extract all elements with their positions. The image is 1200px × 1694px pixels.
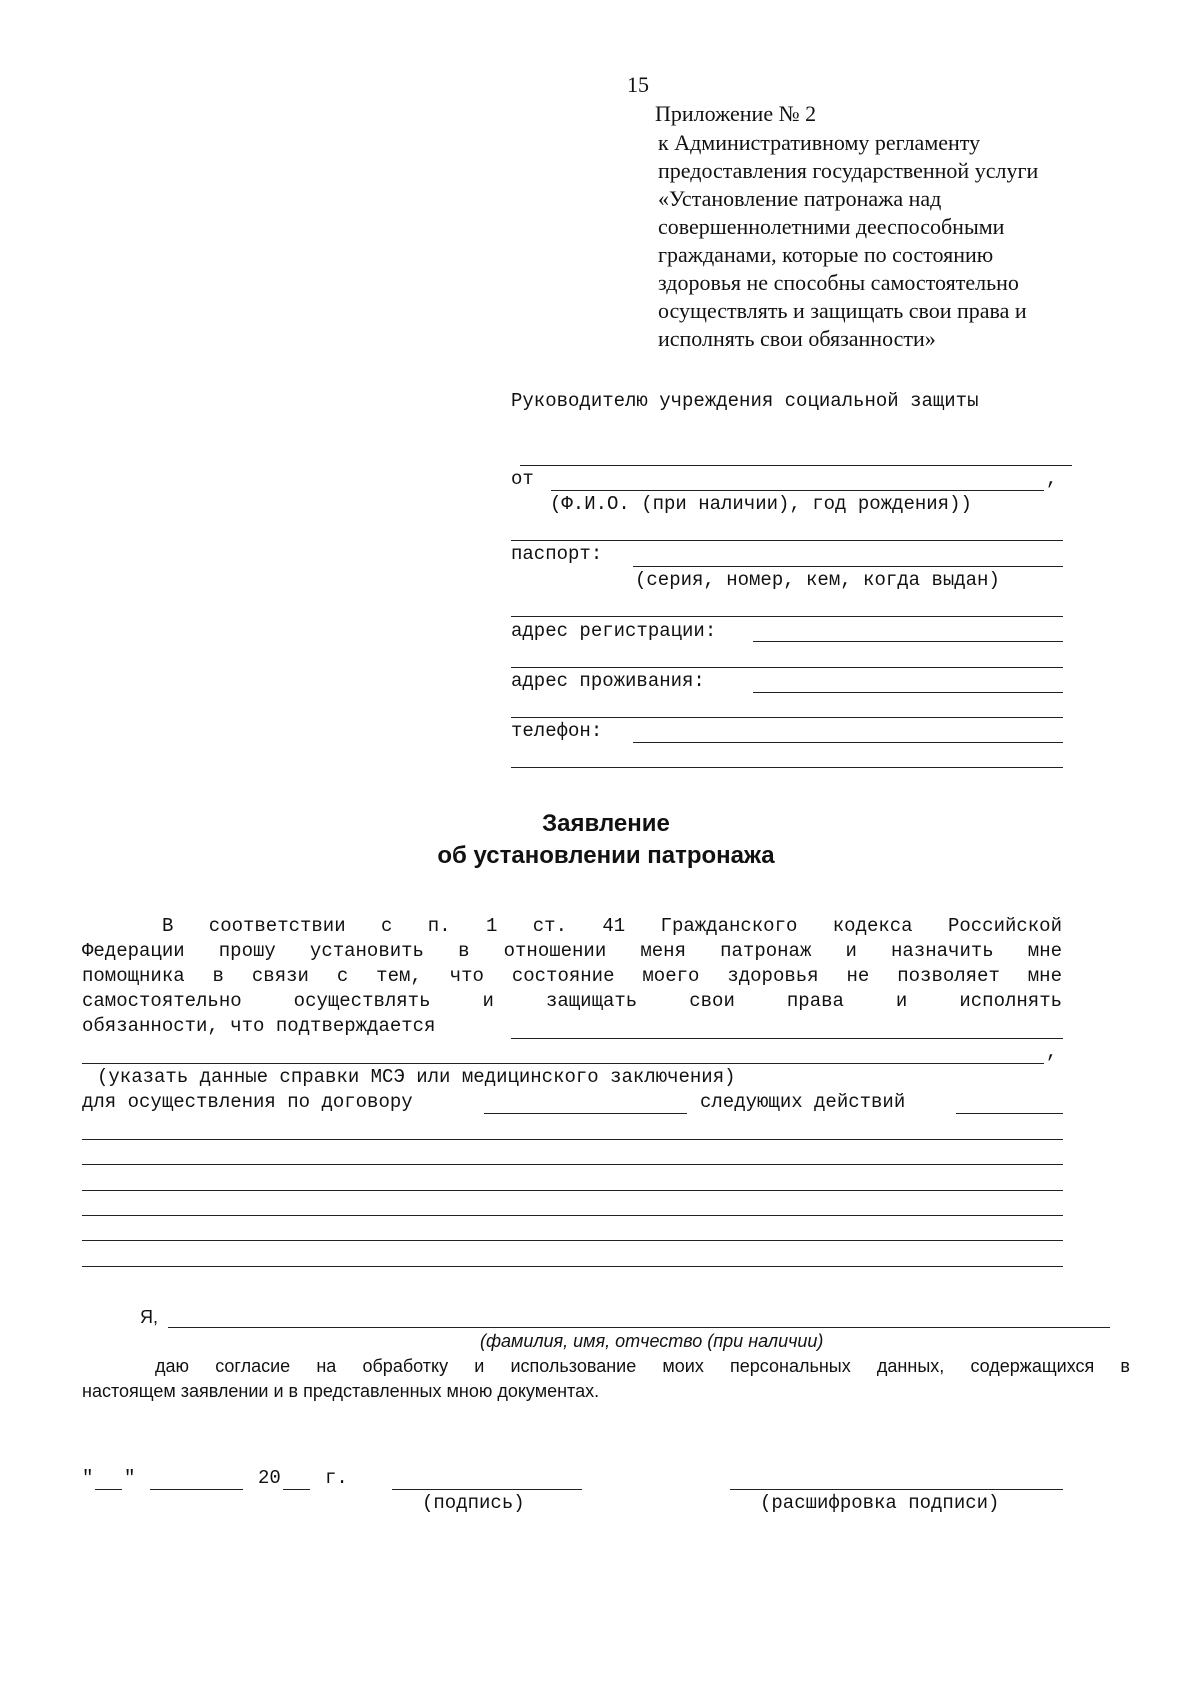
phone-field[interactable] xyxy=(633,742,1063,743)
date-quote-close: " xyxy=(124,1467,136,1489)
appendix-line: «Установление патронажа над xyxy=(658,186,942,211)
appendix-line: Приложение № 2 xyxy=(655,101,817,126)
date-month-field[interactable] xyxy=(150,1489,243,1490)
date-day-field[interactable] xyxy=(95,1489,122,1490)
appendix-header xyxy=(655,100,816,128)
appendix-line: здоровья не способны самостоятельно xyxy=(658,270,1019,295)
from-field[interactable] xyxy=(551,490,1044,491)
consent-text-line: даю согласие на обработку и использование моих персональных данных, содержащихся в xyxy=(155,1356,1130,1376)
reg-address-label: адрес регистрации: xyxy=(511,620,717,642)
document-title: Заявление xyxy=(542,810,670,837)
passport-field[interactable] xyxy=(633,566,1063,567)
document-subtitle: об установлении патронажа xyxy=(437,842,775,869)
from-label: от xyxy=(511,468,534,490)
appendix-body xyxy=(658,129,1038,353)
actions-line-field[interactable] xyxy=(82,1240,1063,1241)
contract-prefix: для осуществления по договору xyxy=(82,1091,413,1113)
actions-line-field[interactable] xyxy=(82,1215,1063,1216)
contract-number-field[interactable] xyxy=(484,1113,687,1114)
appendix-line: предоставления государственной услуги xyxy=(658,158,1039,183)
body-line: В соответствии с п. 1 ст. 41 Гражданского кодекса Российской xyxy=(162,915,1062,937)
appendix-line: совершеннолетними дееспособными xyxy=(658,214,1005,239)
live-address-label: адрес проживания: xyxy=(511,670,705,692)
addressee-name-field[interactable] xyxy=(520,465,1072,466)
page-number: 15 xyxy=(627,72,649,97)
appendix-line: гражданами, которые по состоянию xyxy=(658,242,994,267)
body-comma: , xyxy=(1046,1041,1058,1063)
actions-line-field[interactable] xyxy=(82,1190,1063,1191)
mse-hint: (указать данные справки МСЭ или медицинского заключения) xyxy=(97,1066,736,1088)
date-year-suffix: г. xyxy=(325,1467,348,1489)
appendix-line: к Административному регламенту xyxy=(658,130,981,155)
phone-label: телефон: xyxy=(511,720,603,742)
addressee-to: Руководителю учреждения социальной защиты xyxy=(511,390,979,412)
from-comma: , xyxy=(1046,468,1058,490)
live-address-line-field[interactable] xyxy=(511,717,1063,718)
consent-name-hint: (фамилия, имя, отчество (при наличии) xyxy=(480,1331,824,1351)
date-year-field[interactable] xyxy=(283,1489,310,1490)
fio-hint: (Ф.И.О. (при наличии), год рождения)) xyxy=(550,493,972,515)
body-line: самостоятельно осуществлять и защищать свои права и исполнять xyxy=(82,990,1062,1012)
fio-line-field[interactable] xyxy=(511,540,1063,541)
actions-field[interactable] xyxy=(956,1113,1063,1114)
consent-name-field[interactable] xyxy=(168,1327,1110,1328)
body-line: помощника в связи с тем, что состояние моего здоровья не позволяет мне xyxy=(82,965,1062,987)
consent-text-line: настоящем заявлении и в представленных мною документах. xyxy=(82,1381,600,1401)
signature-hint: (подпись) xyxy=(422,1492,525,1514)
actions-line-field[interactable] xyxy=(82,1164,1063,1165)
reg-address-line-field[interactable] xyxy=(511,667,1063,668)
appendix-line: осуществлять и защищать свои права и xyxy=(658,298,1027,323)
confirmation-line-field[interactable] xyxy=(82,1063,1044,1064)
live-address-field[interactable] xyxy=(753,692,1063,693)
phone-line-field[interactable] xyxy=(511,767,1063,768)
actions-line-field[interactable] xyxy=(82,1139,1063,1140)
signature-decode-hint: (расшифровка подписи) xyxy=(760,1492,1000,1514)
appendix-line: исполнять свои обязанности» xyxy=(658,326,936,351)
contract-suffix: следующих действий xyxy=(700,1091,906,1113)
date-quote-open: " xyxy=(82,1467,94,1489)
date-year-prefix: 20 xyxy=(258,1467,281,1489)
passport-label: паспорт: xyxy=(511,543,603,565)
actions-line-field[interactable] xyxy=(82,1266,1063,1267)
body-line: Федерации прошу установить в отношении меня патронаж и назначить мне xyxy=(82,940,1062,962)
body-line: обязанности, что подтверждается xyxy=(82,1015,436,1037)
passport-hint: (серия, номер, кем, когда выдан) xyxy=(635,569,1000,591)
passport-line-field[interactable] xyxy=(511,616,1063,617)
confirmation-field[interactable] xyxy=(511,1038,1063,1039)
signature-decode-field[interactable] xyxy=(730,1489,1063,1490)
signature-field[interactable] xyxy=(392,1489,582,1490)
consent-i-label: Я, xyxy=(140,1307,158,1327)
reg-address-field[interactable] xyxy=(753,641,1063,642)
